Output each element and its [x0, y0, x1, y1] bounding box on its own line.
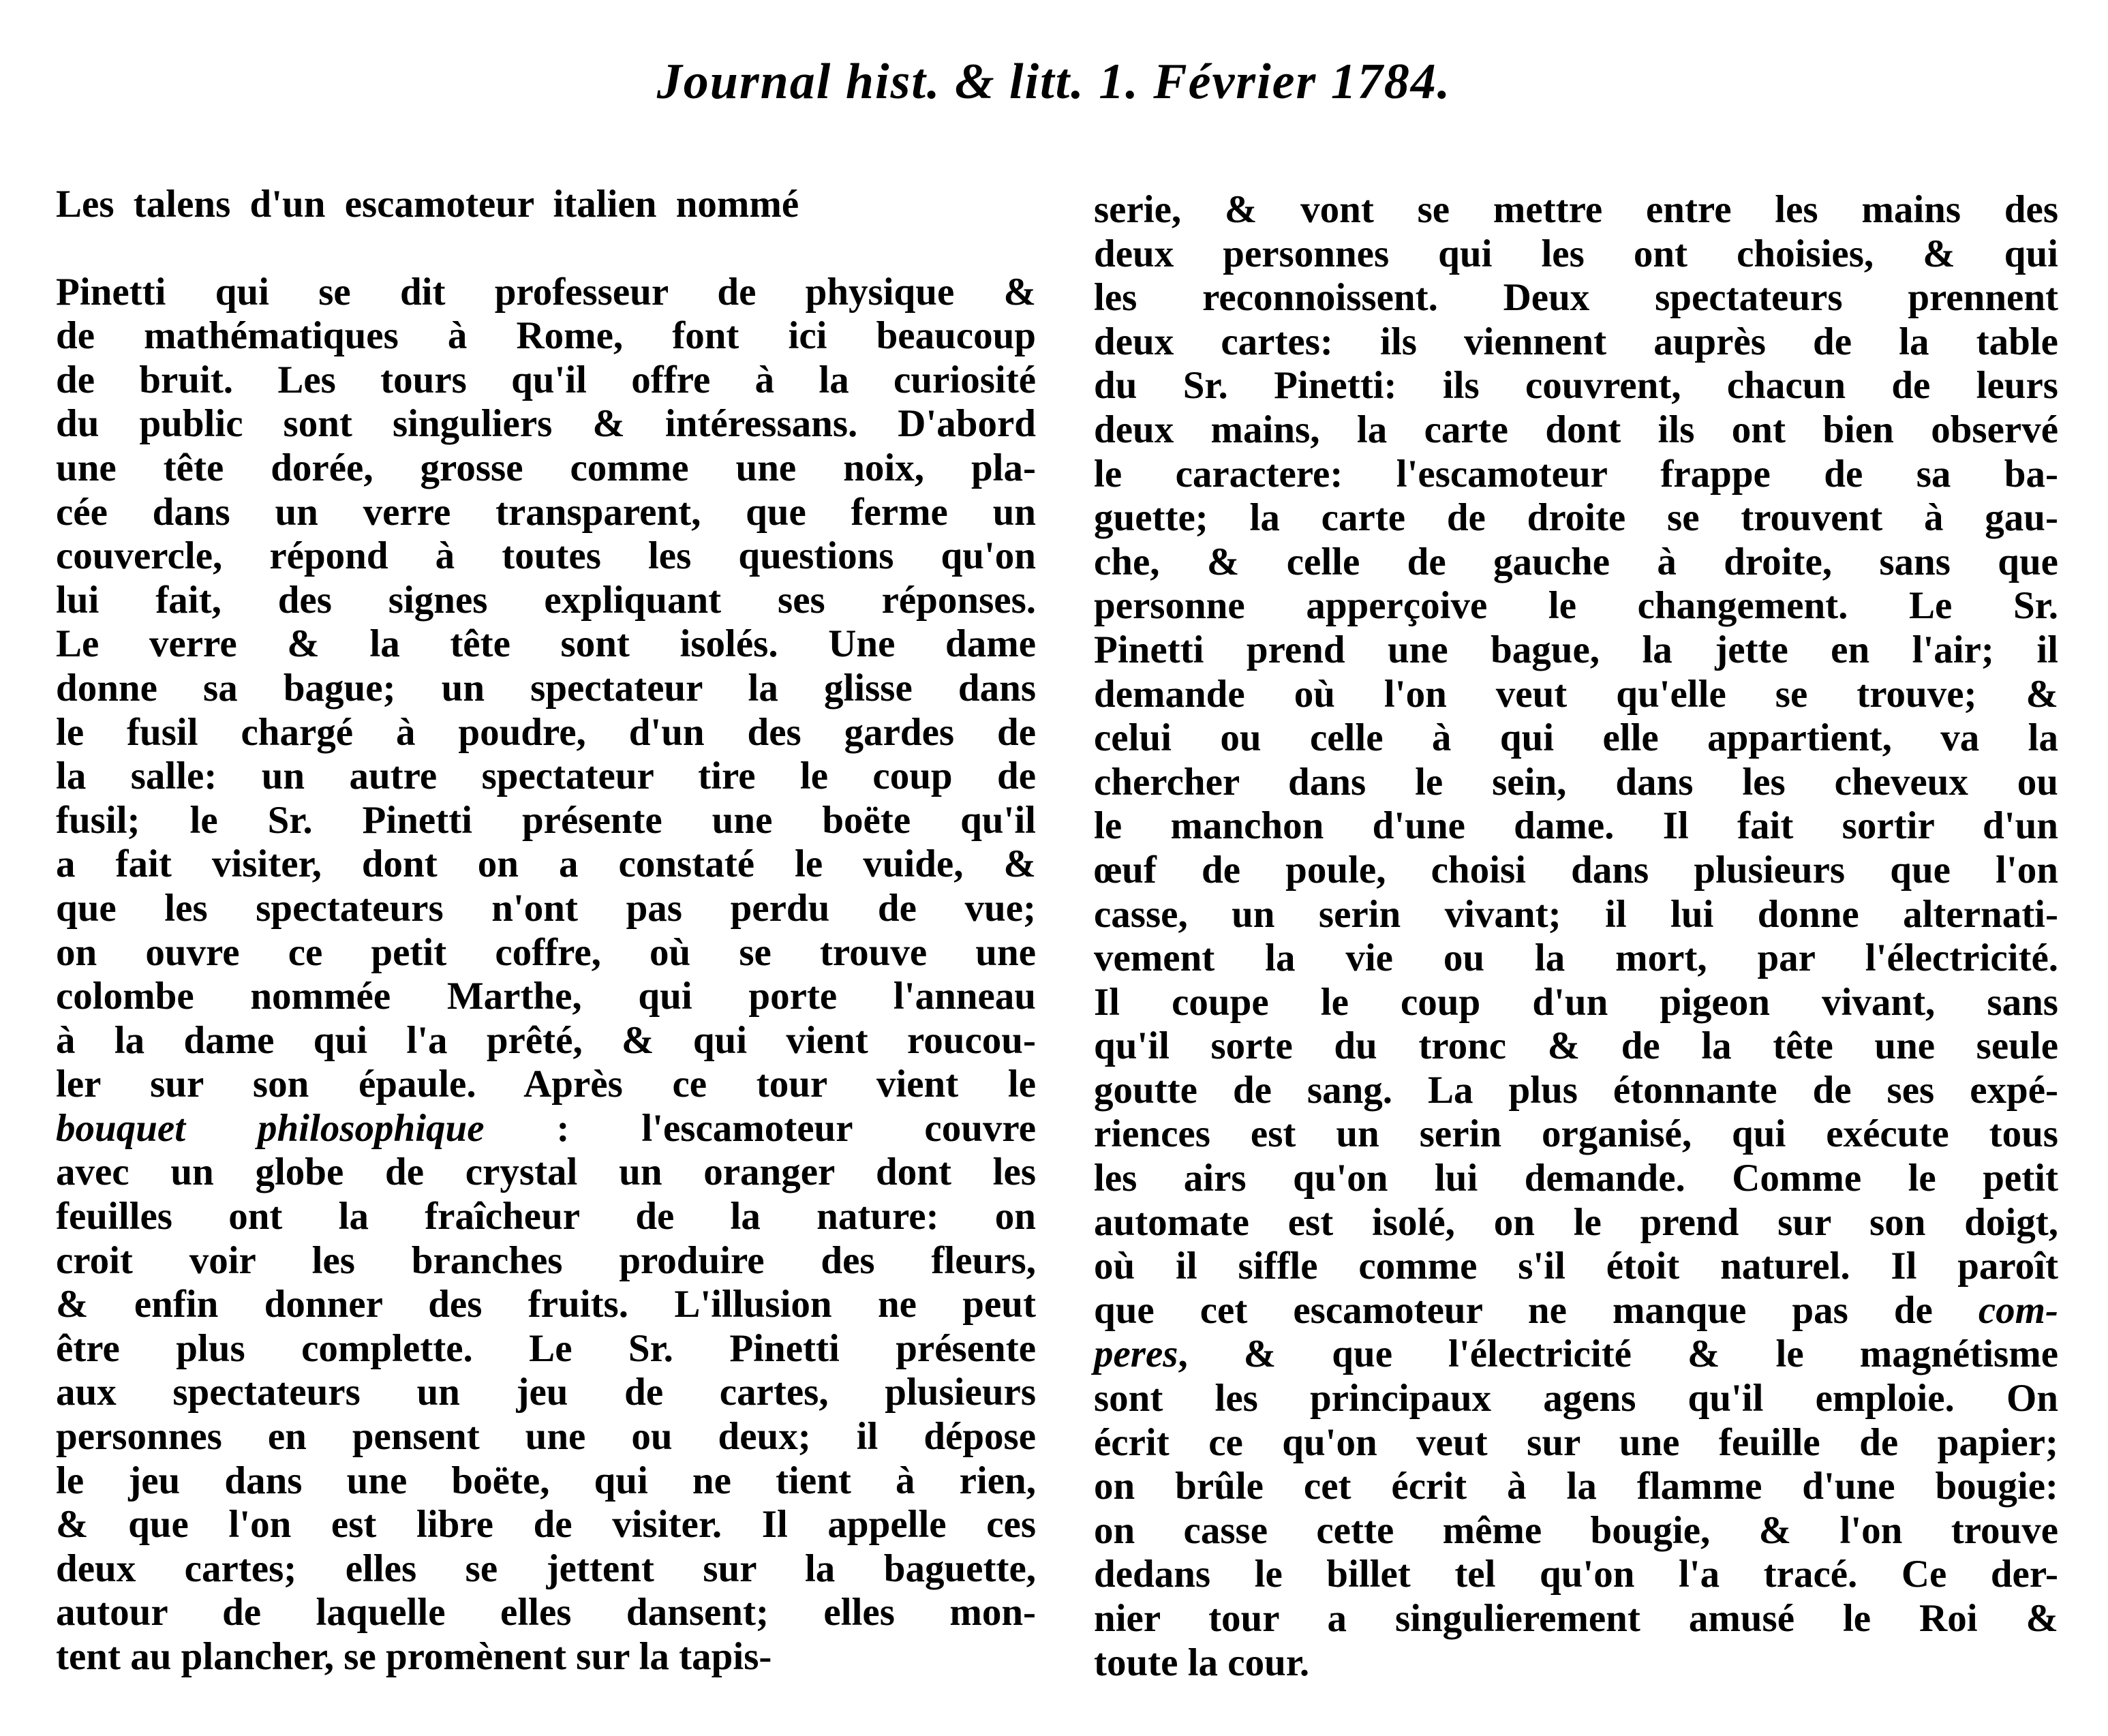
text-line: deux cartes: ils viennent auprès de la table [1094, 320, 2058, 363]
text-line: œuf de poule, choisi dans plusieurs que l'on [1094, 848, 2058, 892]
text-line: casse, un serin vivant; il lui donne alternati- [1094, 892, 2058, 936]
text-line: écrit ce qu'on veut sur une feuille de papier; [1094, 1420, 2058, 1464]
italic-phrase: bouquet philosophique [56, 1106, 485, 1150]
text-line: demande où l'on veut qu'elle se trouve; & [1094, 672, 2058, 716]
text-line: automate est isolé, on le prend sur son doigt, [1094, 1200, 2058, 1244]
text-line: colombe nommée Marthe, qui porte l'anneau [56, 975, 1036, 1018]
text-line: être plus complette. Le Sr. Pinetti présente [56, 1326, 1036, 1370]
text-line: où il siffle comme s'il étoit naturel. Il paroît [1094, 1245, 2058, 1288]
running-header: Journal hist. & litt. 1. Février 1784. [656, 54, 1452, 110]
text-line: vement la vie ou la mort, par l'électricité. [1094, 936, 2058, 980]
text-line: Le verre & la tête sont isolés. Une dame [56, 622, 1036, 666]
text-segment: que cet escamoteur ne manque pas de [1094, 1288, 1979, 1332]
text-line: croit voir les branches produire des fleurs, [56, 1238, 1036, 1282]
text-line: couvercle, répond à toutes les questions qu'on [56, 534, 1036, 578]
text-line: personne apperçoive le changement. Le Sr. [1094, 584, 2058, 628]
text-line [1094, 1333, 2058, 1377]
text-line: Il coupe le coup d'un pigeon vivant, sans [1094, 980, 2058, 1024]
text-line: dedans le billet tel qu'on l'a tracé. Ce der- [1094, 1553, 2058, 1596]
text-line: sont les principaux agens qu'il emploie. On [1094, 1377, 2058, 1420]
text-line: personnes en pensent une ou deux; il dépose [56, 1415, 1036, 1459]
text-line [56, 1107, 1036, 1151]
text-line: ler sur son épaule. Après ce tour vient le [56, 1063, 1036, 1106]
text-line: on brûle cet écrit à la flamme d'une bougie: [1094, 1465, 2058, 1508]
text-line: les reconnoissent. Deux spectateurs prennent [1094, 276, 2058, 320]
text-line: les airs qu'on lui demande. Comme le petit [1094, 1157, 2058, 1200]
text-line: cée dans un verre transparent, que ferme un [56, 490, 1036, 534]
text-line: le manchon d'une dame. Il fait sortir d'un [1094, 804, 2058, 848]
text-line: chercher dans le sein, dans les cheveux ou [1094, 760, 2058, 804]
left-column [56, 183, 1036, 1679]
text-line: deux personnes qui les ont choisies, & qui [1094, 232, 2058, 275]
text-line: celui ou celle à qui elle appartient, va la [1094, 716, 2058, 760]
text-line: à la dame qui l'a prêté, & qui vient roucou- [56, 1018, 1036, 1062]
text-line: le fusil chargé à poudre, d'un des gardes de [56, 710, 1036, 754]
text-line: une tête dorée, grosse comme une noix, pla- [56, 446, 1036, 489]
text-line: avec un globe de crystal un oranger dont les [56, 1151, 1036, 1194]
text-line: a fait visiter, dont on a constaté le vuide, & [56, 842, 1036, 886]
text-line: donne sa bague; un spectateur la glisse dans [56, 666, 1036, 710]
right-column-text [1094, 188, 2058, 1685]
text-line: nier tour a singulierement amusé le Roi & [1094, 1597, 2058, 1640]
right-column [1094, 188, 2058, 1685]
text-line: goutte de sang. La plus étonnante de ses expé- [1094, 1068, 2058, 1112]
text-line: toute la cour. [1094, 1641, 1310, 1684]
text-line: riences est un serin organisé, qui exécute tous [1094, 1112, 2058, 1156]
text-line: tent au plancher, se promènent sur la tapis- [56, 1635, 772, 1678]
text-line: autour de laquelle elles dansent; elles mon- [56, 1591, 1036, 1634]
text-line: Pinetti qui se dit professeur de physique & [56, 270, 1036, 314]
text-line: de bruit. Les tours qu'il offre à la curiosité [56, 358, 1036, 401]
text-line: deux cartes; elles se jettent sur la baguette, [56, 1547, 1036, 1590]
text-line: du public sont singuliers & intéressans. D'abord [56, 402, 1036, 446]
italic-phrase: peres [1094, 1333, 1178, 1376]
text-line: de mathématiques à Rome, font ici beaucoup [56, 314, 1036, 358]
text-line: on casse cette même bougie, & l'on trouve [1094, 1508, 2058, 1552]
text-line [1094, 1289, 2058, 1333]
text-line: la salle: un autre spectateur tire le coup de [56, 755, 1036, 798]
text-line: serie, & vont se mettre entre les mains des [1094, 188, 2058, 231]
text-line: que les spectateurs n'ont pas perdu de vue; [56, 886, 1036, 930]
left-column-text [56, 271, 1036, 1679]
text-line: lui fait, des signes expliquant ses réponses. [56, 578, 1036, 622]
text-line: feuilles ont la fraîcheur de la nature: on [56, 1195, 1036, 1238]
text-line: aux spectateurs un jeu de cartes, plusieurs [56, 1371, 1036, 1414]
text-line: on ouvre ce petit coffre, où se trouve une [56, 930, 1036, 974]
text-line: du Sr. Pinetti: ils couvrent, chacun de leurs [1094, 364, 2058, 408]
text-line: qu'il sorte du tronc & de la tête une seule [1094, 1024, 2058, 1068]
text-line: & que l'on est libre de visiter. Il appelle ces [56, 1503, 1036, 1547]
text-line: guette; la carte de droite se trouvent à gau- [1094, 496, 2058, 540]
text-line: le caractere: l'escamoteur frappe de sa ba- [1094, 452, 2058, 496]
text-line: Pinetti prend une bague, la jette en l'air; il [1094, 628, 2058, 671]
italic-phrase: com- [1978, 1288, 2058, 1332]
article-title: Les talens d'un escamoteur italien nommé [56, 183, 799, 226]
text-line: le jeu dans une boëte, qui ne tient à rien, [56, 1459, 1036, 1502]
text-line: deux mains, la carte dont ils ont bien observé [1094, 408, 2058, 451]
text-segment: : l'escamoteur couvre [484, 1106, 1036, 1150]
text-segment: , & que l'électricité & le magnétisme [1178, 1333, 2058, 1376]
text-line: fusil; le Sr. Pinetti présente une boëte qu'il [56, 798, 1036, 842]
text-line: & enfin donner des fruits. L'illusion ne peut [56, 1283, 1036, 1326]
text-line: che, & celle de gauche à droite, sans que [1094, 540, 2058, 583]
